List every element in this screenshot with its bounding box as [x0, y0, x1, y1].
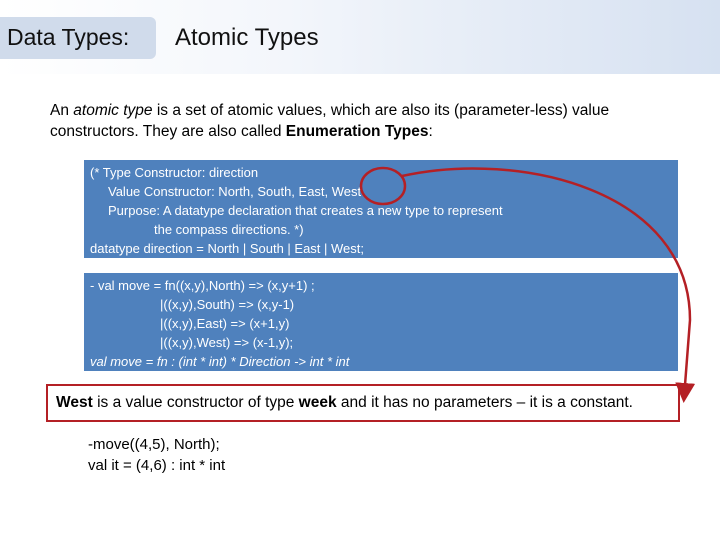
code-line: |((x,y),West) => (x-1,y); — [160, 335, 294, 350]
intro-term: atomic type — [73, 102, 153, 119]
code-line: Purpose: A datatype declaration that creates a new type to represent — [108, 203, 503, 218]
code-line: - val move = fn((x,y),North) => (x,y+1) ; — [90, 278, 315, 293]
section-label: Data Types: — [7, 24, 130, 50]
intro-text: : — [428, 123, 433, 140]
intro-paragraph — [50, 100, 670, 142]
code-line: datatype direction = North | South | East | West; — [90, 241, 365, 256]
intro-text: is a set of atomic values, which are also its (parameter-less) value constructors. They are also called — [50, 102, 610, 140]
note-text: and it has no parameters – it is a constant. — [336, 394, 633, 411]
example-line: -move((4,5), North); — [88, 436, 220, 453]
intro-strong: Enumeration Types — [285, 123, 429, 140]
code-line-response: val move = fn : (int * int) * Direction -> int * int — [90, 354, 350, 369]
note-strong: week — [298, 394, 337, 411]
slide-title: Atomic Types — [175, 24, 319, 51]
note-strong: West — [56, 394, 93, 411]
code-line: |((x,y),South) => (x,y-1) — [160, 297, 295, 312]
code-line: Value Constructor: North, South, East, West — [108, 184, 362, 199]
move-function-code-block — [84, 273, 678, 371]
example-line: val it = (4,6) : int * int — [88, 457, 226, 474]
example-session — [88, 434, 225, 476]
note-text: is a value constructor of type — [92, 394, 299, 411]
datatype-code-block — [84, 160, 678, 258]
code-line: (* Type Constructor: direction — [90, 165, 259, 180]
west-constant-note — [46, 384, 680, 422]
code-line: the compass directions. *) — [154, 222, 304, 237]
code-line: |((x,y),East) => (x+1,y) — [160, 316, 290, 331]
intro-text: An — [50, 102, 74, 119]
